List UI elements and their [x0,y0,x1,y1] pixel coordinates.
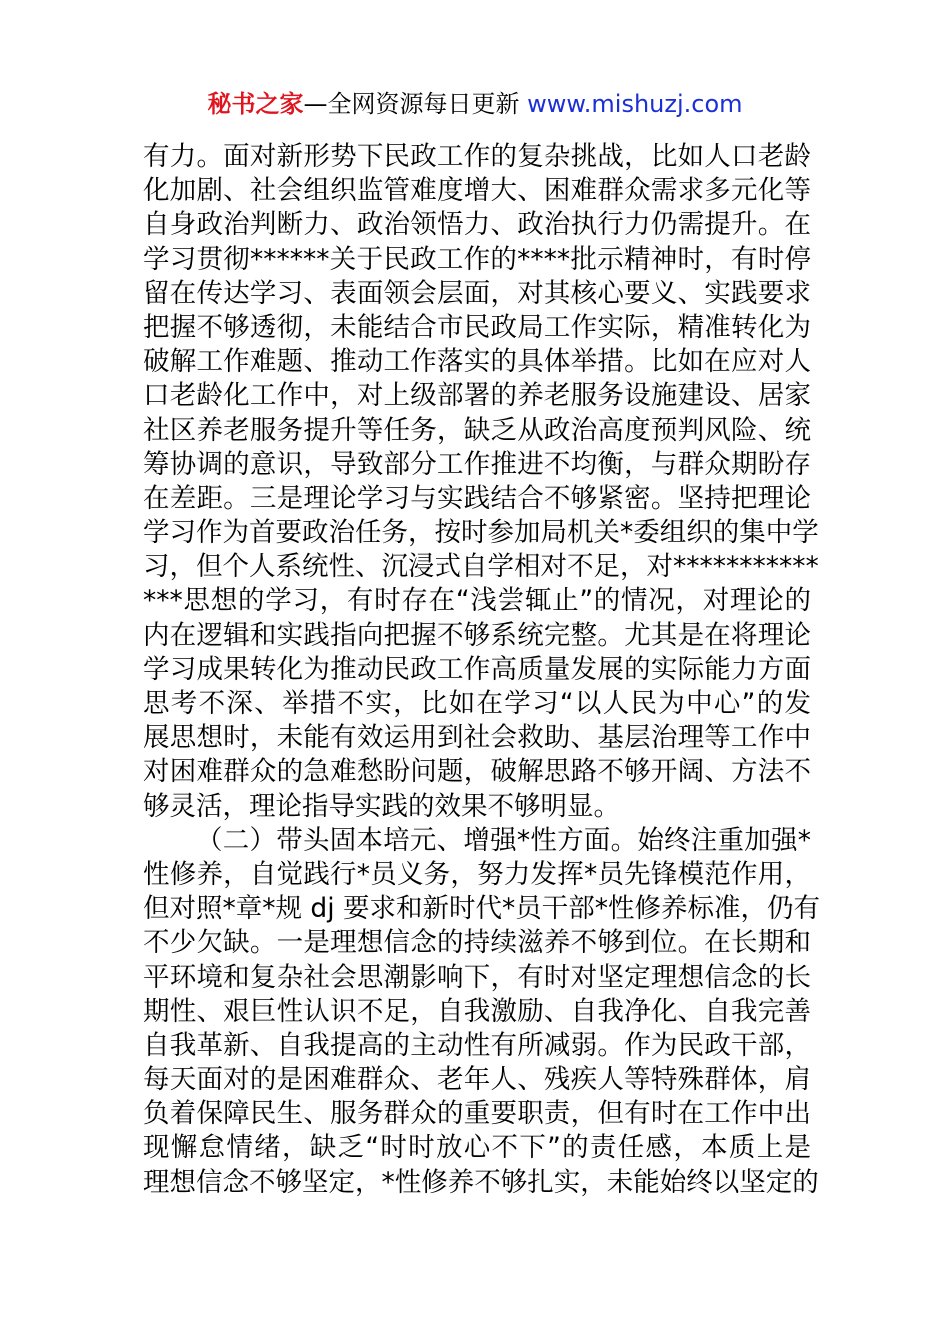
text-line: 留在传达学习、表面领会层面，对其核心要义、实践要求 [143,277,811,309]
text-line: 破解工作难题、推动工作落实的具体举措。比如在应对人 [143,346,811,378]
text-line: 不少欠缺。一是理想信念的持续滋养不够到位。在长期和 [143,927,811,959]
text-line: 筹协调的意识，导致部分工作推进不均衡，与群众期盼存 [143,448,811,480]
text-line: 习，但个人系统性、沉浸式自学相对不足，对*********** [143,551,819,583]
text-line: 自身政治判断力、政治领悟力、政治执行力仍需提升。在 [143,209,811,241]
text-line: 学习作为首要政治任务，按时参加局机关*委组织的集中学 [143,517,819,549]
header-tagline: —全网资源每日更新 [303,90,528,118]
text-line: 平环境和复杂社会思潮影响下，有时对坚定理想信念的长 [143,961,811,993]
text-line: 对困难群众的急难愁盼问题，破解思路不够开阔、方法不 [143,756,811,788]
text-line: 理想信念不够坚定，*性修养不够扎实，未能始终以坚定的 [143,1166,819,1198]
text-line: 在差距。三是理论学习与实践结合不够紧密。坚持把理论 [143,482,811,514]
text-line: 学习成果转化为推动民政工作高质量发展的实际能力方面 [143,653,811,685]
text-line: 性修养，自觉践行*员义务，努力发挥*员先锋模范作用， [143,858,811,890]
paragraph-end-line: 够灵活，理论指导实践的效果不够明显。 [143,790,620,822]
text-line: 展思想时，未能有效运用到社会救助、基层治理等工作中 [143,722,811,754]
text-line: 学习贯彻******关于民政工作的****批示精神时，有时停 [143,243,811,275]
text-line: 每天面对的是困难群众、老年人、残疾人等特殊群体，肩 [143,1064,811,1096]
page-header [0,88,950,120]
text-line: 口老龄化工作中，对上级部署的养老服务设施建设、居家 [143,380,811,412]
text-line: 内在逻辑和实践指向把握不够系统完整。尤其是在将理论 [143,619,811,651]
text-line: 有力。面对新形势下民政工作的复杂挑战，比如人口老龄 [143,141,811,172]
section-heading-line: （二）带头固本培元、增强*性方面。始终注重加强* [196,824,811,856]
text-line: 但对照*章*规 dj 要求和新时代*员干部*性修养标准，仍有 [143,893,821,925]
text-line: ***思想的学习，有时存在“浅尝辄止”的情况，对理论的 [143,585,811,617]
header-brand: 秘书之家 [207,90,304,118]
text-line: 负着保障民生、服务群众的重要职责，但有时在工作中出 [143,1098,811,1130]
header-site-link[interactable]: www.mishuzj.com [527,90,743,118]
document-body [143,140,821,1200]
text-line: 期性、艰巨性认识不足，自我激励、自我净化、自我完善 [143,995,811,1027]
text-line: 思考不深、举措不实，比如在学习“以人民为中心”的发 [143,688,811,719]
text-line: 现懈怠情绪，缺乏“时时放心不下”的责任感，本质上是 [143,1132,811,1164]
text-line: 社区养老服务提升等任务，缺乏从政治高度预判风险、统 [143,414,811,446]
text-line: 自我革新、自我提高的主动性有所减弱。作为民政干部， [143,1029,811,1061]
text-line: 把握不够透彻，未能结合市民政局工作实际，精准转化为 [143,311,811,343]
text-line: 化加剧、社会组织监管难度增大、困难群众需求多元化等 [143,175,811,207]
